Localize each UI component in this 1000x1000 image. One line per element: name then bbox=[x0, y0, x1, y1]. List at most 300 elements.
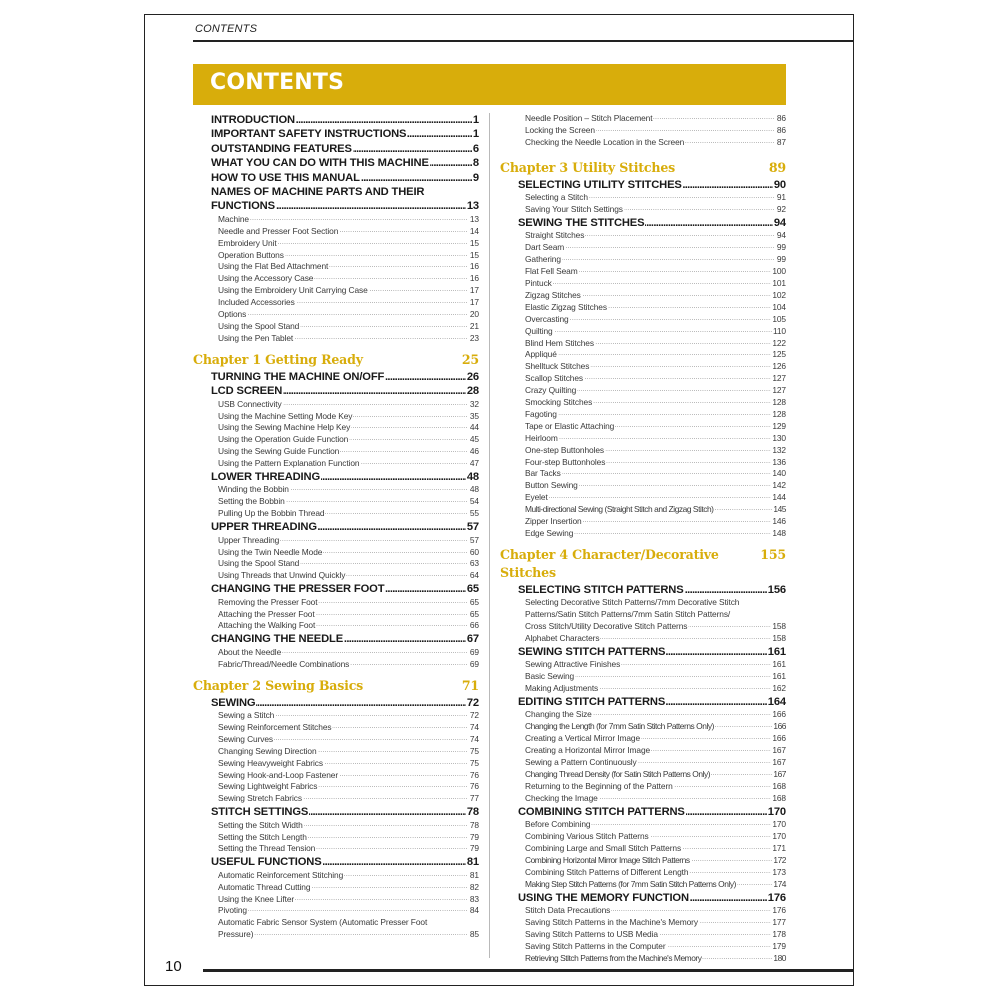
entry-title: Elastic Zigzag Stitches bbox=[525, 301, 607, 312]
entry-title: Saving Stitch Patterns in the Machine's Memory bbox=[525, 916, 698, 927]
entry-title: Scallop Stitches bbox=[525, 373, 583, 384]
entry-title: Saving Stitch Patterns to USB Media bbox=[525, 928, 658, 939]
entry-page: 8 bbox=[472, 157, 479, 170]
entry-page: 170 bbox=[772, 831, 786, 842]
toc-section-entry[interactable] bbox=[211, 805, 479, 819]
toc-subsection-entry[interactable] bbox=[525, 480, 786, 492]
toc-subsection-entry[interactable] bbox=[525, 709, 786, 721]
entry-title: NAMES OF MACHINE PARTS AND THEIR FUNCTIONS bbox=[211, 186, 425, 213]
entry-page: 101 bbox=[772, 277, 786, 288]
toc-subsection-entry[interactable] bbox=[525, 326, 786, 338]
entry-title: Using the Machine Setting Mode Key bbox=[218, 410, 353, 421]
toc-subsection-entry[interactable] bbox=[525, 597, 786, 633]
toc-section-entry[interactable] bbox=[211, 384, 479, 398]
toc-subsection-entry[interactable] bbox=[525, 721, 786, 733]
entry-page: 176 bbox=[772, 904, 786, 915]
toc-subsection-entry[interactable] bbox=[218, 746, 479, 758]
toc-subsection-entry[interactable] bbox=[218, 647, 479, 659]
chapter-title: Chapter 3 Utility Stitches bbox=[500, 159, 676, 175]
chapter-page: 25 bbox=[461, 351, 479, 367]
toc-section-entry[interactable] bbox=[518, 645, 786, 659]
entry-title: Winding the Bobbin bbox=[218, 484, 289, 495]
toc-subsection-entry[interactable] bbox=[218, 570, 479, 582]
entry-title: Gathering bbox=[525, 254, 561, 265]
toc-section-entry[interactable] bbox=[518, 695, 786, 709]
toc-subsection-entry[interactable] bbox=[218, 309, 479, 321]
entry-page: 172 bbox=[773, 854, 786, 865]
toc-subsection-entry[interactable] bbox=[525, 843, 786, 855]
toc-subsection-entry[interactable] bbox=[218, 894, 479, 906]
toc-subsection-entry[interactable] bbox=[218, 484, 479, 496]
entry-title: SEWING STITCH PATTERNS bbox=[518, 645, 666, 658]
chapter-page: 155 bbox=[760, 546, 786, 562]
entry-title: Sewing Attractive Finishes bbox=[525, 659, 621, 670]
entry-title: Selecting a Stitch bbox=[525, 192, 588, 203]
entry-title: Basic Sewing bbox=[525, 671, 575, 682]
entry-page: 46 bbox=[469, 446, 479, 457]
entry-page: 126 bbox=[772, 361, 786, 372]
entry-title: Options bbox=[218, 309, 247, 320]
toc-subsection-entry[interactable] bbox=[218, 226, 479, 238]
entry-page: 57 bbox=[469, 534, 479, 545]
entry-page: 170 bbox=[767, 805, 786, 818]
entry-page: 63 bbox=[469, 558, 479, 569]
entry-title: Zipper Insertion bbox=[525, 516, 582, 527]
toc-subsection-entry[interactable] bbox=[218, 770, 479, 782]
entry-title: LCD SCREEN bbox=[211, 385, 283, 398]
entry-title: Pintuck bbox=[525, 277, 552, 288]
entry-title: TURNING THE MACHINE ON/OFF bbox=[211, 370, 385, 383]
entry-page: 127 bbox=[772, 385, 786, 396]
entry-title: Changing Sewing Direction bbox=[218, 745, 317, 756]
toc-subsection-entry[interactable] bbox=[525, 349, 786, 361]
entry-title: Sewing a Pattern Continuously bbox=[525, 757, 637, 768]
toc-subsection-entry[interactable] bbox=[525, 468, 786, 480]
toc-subsection-entry[interactable] bbox=[218, 261, 479, 273]
entry-title: Bar Tacks bbox=[525, 468, 561, 479]
entry-page: 168 bbox=[772, 792, 786, 803]
chapter-page: 71 bbox=[461, 677, 479, 693]
entry-page: 86 bbox=[776, 113, 786, 123]
toc-chapter-heading[interactable] bbox=[193, 677, 479, 695]
toc-subsection-entry[interactable] bbox=[525, 819, 786, 831]
toc-subsection-entry[interactable] bbox=[218, 843, 479, 855]
entry-page: 167 bbox=[773, 769, 786, 779]
entry-page: 177 bbox=[772, 916, 786, 927]
entry-page: 21 bbox=[469, 321, 479, 331]
toc-subsection-entry[interactable] bbox=[525, 941, 786, 953]
entry-title: Automatic Fabric Sensor System (Automatic Presser Foot Pressure) bbox=[218, 917, 428, 940]
entry-page: 125 bbox=[772, 349, 786, 360]
entry-page: 35 bbox=[469, 410, 479, 421]
entry-page: 99 bbox=[776, 254, 786, 265]
toc-subsection-entry[interactable] bbox=[218, 547, 479, 559]
toc-subsection-entry[interactable] bbox=[218, 620, 479, 632]
toc-chapter-heading[interactable] bbox=[193, 351, 479, 369]
entry-title: One-step Buttonholes bbox=[525, 444, 605, 455]
entry-title: Smocking Stitches bbox=[525, 397, 593, 408]
toc-subsection-entry[interactable] bbox=[525, 204, 786, 216]
toc-column-left bbox=[193, 113, 479, 941]
toc-subsection-entry[interactable] bbox=[218, 758, 479, 770]
entry-title: Using the Flat Bed Attachment bbox=[218, 261, 329, 272]
toc-subsection-entry[interactable] bbox=[218, 446, 479, 458]
toc-subsection-entry[interactable] bbox=[218, 820, 479, 832]
toc-subsection-entry[interactable] bbox=[525, 757, 786, 769]
entry-page: 166 bbox=[772, 733, 786, 744]
toc-subsection-entry[interactable] bbox=[525, 278, 786, 290]
entry-page: 57 bbox=[466, 521, 479, 534]
entry-page: 13 bbox=[466, 200, 479, 213]
toc-subsection-entry[interactable] bbox=[525, 516, 786, 528]
toc-section-entry[interactable] bbox=[211, 171, 479, 185]
entry-page: 170 bbox=[772, 819, 786, 830]
entry-page: 146 bbox=[772, 516, 786, 527]
entry-page: 17 bbox=[469, 285, 479, 296]
entry-page: 94 bbox=[776, 230, 786, 241]
entry-page: 78 bbox=[469, 819, 479, 830]
toc-subsection-entry[interactable] bbox=[525, 290, 786, 302]
entry-page: 129 bbox=[772, 420, 786, 431]
toc-subsection-entry[interactable] bbox=[218, 434, 479, 446]
entry-page: 162 bbox=[772, 683, 786, 694]
entry-title: Using the Operation Guide Function bbox=[218, 434, 349, 445]
entry-title: Sewing Hook-and-Loop Fastener bbox=[218, 769, 339, 780]
toc-subsection-entry[interactable] bbox=[525, 492, 786, 504]
entry-title: Changing Thread Density (for Satin Stitch Patterns Only) bbox=[525, 769, 711, 779]
entry-title: Attaching the Presser Foot bbox=[218, 608, 315, 619]
entry-title: Using the Pattern Explanation Function bbox=[218, 458, 360, 469]
column-divider bbox=[489, 113, 490, 958]
entry-page: 26 bbox=[466, 370, 479, 383]
entry-page: 15 bbox=[469, 237, 479, 248]
toc-subsection-entry[interactable] bbox=[525, 230, 786, 242]
entry-page: 6 bbox=[472, 142, 479, 155]
entry-page: 128 bbox=[772, 408, 786, 419]
toc-subsection-entry[interactable] bbox=[218, 214, 479, 226]
toc-section-entry[interactable] bbox=[211, 470, 479, 484]
entry-title: CHANGING THE NEEDLE bbox=[211, 633, 344, 646]
entry-title: Sewing a Stitch bbox=[218, 709, 275, 720]
entry-title: STITCH SETTINGS bbox=[211, 806, 309, 819]
entry-title: Attaching the Walking Foot bbox=[218, 620, 316, 631]
toc-subsection-entry[interactable] bbox=[218, 659, 479, 671]
entry-page: 79 bbox=[469, 831, 479, 842]
entry-title: Automatic Reinforcement Stitching bbox=[218, 869, 344, 880]
entry-page: 81 bbox=[469, 869, 479, 880]
entry-title: EDITING STITCH PATTERNS bbox=[518, 696, 666, 709]
contents-banner bbox=[193, 64, 786, 105]
entry-page: 136 bbox=[772, 456, 786, 467]
toc-subsection-entry[interactable] bbox=[218, 285, 479, 297]
entry-title: Changing the Size bbox=[525, 709, 592, 720]
entry-title: Using the Sewing Guide Function bbox=[218, 446, 340, 457]
entry-page: 75 bbox=[469, 745, 479, 756]
toc-subsection-entry[interactable] bbox=[525, 242, 786, 254]
entry-title: Straight Stitches bbox=[525, 230, 585, 241]
entry-page: 67 bbox=[466, 633, 479, 646]
toc-subsection-entry[interactable] bbox=[525, 397, 786, 409]
entry-title: Shelltuck Stitches bbox=[525, 361, 590, 372]
toc-subsection-entry[interactable] bbox=[525, 314, 786, 326]
toc-subsection-entry[interactable] bbox=[218, 832, 479, 844]
chapter-title: Chapter 2 Sewing Basics bbox=[193, 677, 364, 693]
toc-chapter-heading[interactable] bbox=[500, 159, 786, 177]
toc-subsection-entry[interactable] bbox=[525, 192, 786, 204]
toc-subsection-entry[interactable] bbox=[525, 254, 786, 266]
entry-page: 122 bbox=[772, 337, 786, 348]
toc-subsection-entry[interactable] bbox=[218, 710, 479, 722]
toc-subsection-entry[interactable] bbox=[218, 333, 479, 345]
entry-title: Using Threads that Unwind Quickly bbox=[218, 570, 346, 581]
toc-subsection-entry[interactable] bbox=[218, 321, 479, 333]
toc-subsection-entry[interactable] bbox=[218, 496, 479, 508]
entry-title: Using the Spool Stand bbox=[218, 321, 300, 331]
entry-page: 16 bbox=[469, 261, 479, 272]
entry-page: 167 bbox=[772, 745, 786, 756]
entry-page: 105 bbox=[772, 313, 786, 324]
toc-subsection-entry[interactable] bbox=[525, 409, 786, 421]
toc-subsection-entry[interactable] bbox=[218, 917, 479, 941]
toc-section-entry[interactable] bbox=[211, 156, 479, 170]
entry-title: IMPORTANT SAFETY INSTRUCTIONS bbox=[211, 128, 407, 141]
entry-page: 130 bbox=[772, 432, 786, 443]
toc-subsection-entry[interactable] bbox=[525, 793, 786, 805]
entry-page: 14 bbox=[469, 225, 479, 236]
toc-subsection-entry[interactable] bbox=[525, 929, 786, 941]
toc-subsection-entry[interactable] bbox=[525, 683, 786, 695]
entry-page: 65 bbox=[469, 596, 479, 607]
entry-title: Combining Large and Small Stitch Patterns bbox=[525, 842, 682, 853]
toc-section-entry[interactable] bbox=[518, 178, 786, 192]
entry-title: Zigzag Stitches bbox=[525, 289, 581, 300]
entry-page: 94 bbox=[773, 216, 786, 229]
toc-section-entry[interactable] bbox=[211, 632, 479, 646]
entry-title: USING THE MEMORY FUNCTION bbox=[518, 891, 689, 904]
toc-subsection-entry[interactable] bbox=[525, 781, 786, 793]
entry-title: Using the Sewing Machine Help Key bbox=[218, 422, 351, 433]
entry-page: 171 bbox=[772, 842, 786, 853]
toc-section-entry[interactable] bbox=[211, 370, 479, 384]
entry-page: 1 bbox=[472, 128, 479, 141]
toc-subsection-entry[interactable] bbox=[218, 609, 479, 621]
entry-title: Eyelet bbox=[525, 492, 548, 503]
entry-title: Sewing Lightweight Fabrics bbox=[218, 781, 318, 792]
entry-title: Using the Twin Needle Mode bbox=[218, 546, 323, 557]
entry-title: Crazy Quilting bbox=[525, 385, 577, 396]
toc-section-entry[interactable] bbox=[211, 185, 479, 214]
entry-title: Using the Pen Tablet bbox=[218, 332, 294, 343]
entry-page: 156 bbox=[767, 583, 786, 596]
entry-page: 104 bbox=[772, 301, 786, 312]
toc-subsection-entry[interactable] bbox=[525, 125, 786, 137]
toc-section-entry[interactable] bbox=[211, 127, 479, 141]
entry-title: Using the Knee Lifter bbox=[218, 893, 295, 904]
entry-title: Setting the Bobbin bbox=[218, 496, 285, 507]
toc-subsection-entry[interactable] bbox=[525, 659, 786, 671]
entry-page: 142 bbox=[772, 480, 786, 491]
entry-title: Overcasting bbox=[525, 313, 569, 324]
toc-subsection-entry[interactable] bbox=[525, 953, 786, 965]
toc-subsection-entry[interactable] bbox=[525, 831, 786, 843]
entry-page: 91 bbox=[776, 192, 786, 203]
entry-page: 28 bbox=[466, 385, 479, 398]
toc-section-entry[interactable] bbox=[211, 855, 479, 869]
toc-subsection-entry[interactable] bbox=[218, 793, 479, 805]
chapter-page: 89 bbox=[768, 159, 786, 175]
entry-page: 174 bbox=[773, 878, 786, 889]
toc-subsection-entry[interactable] bbox=[218, 781, 479, 793]
toc-section-entry[interactable] bbox=[518, 805, 786, 819]
entry-page: 148 bbox=[772, 528, 786, 538]
entry-title: Flat Fell Seam bbox=[525, 266, 578, 277]
footer-rule bbox=[203, 969, 853, 972]
entry-page: 161 bbox=[772, 659, 786, 670]
toc-subsection-entry[interactable] bbox=[218, 870, 479, 882]
page-number: 10 bbox=[165, 958, 182, 975]
toc-section-entry[interactable] bbox=[518, 583, 786, 597]
toc-subsection-entry[interactable] bbox=[525, 867, 786, 879]
toc-subsection-entry[interactable] bbox=[218, 535, 479, 547]
toc-subsection-entry[interactable] bbox=[525, 137, 786, 149]
entry-title: Machine bbox=[218, 213, 249, 224]
toc-subsection-entry[interactable] bbox=[218, 250, 479, 262]
entry-title: Setting the Thread Tension bbox=[218, 843, 316, 854]
toc-subsection-entry[interactable] bbox=[218, 273, 479, 285]
entry-page: 102 bbox=[772, 289, 786, 300]
entry-page: 23 bbox=[469, 332, 479, 343]
entry-title: Making Adjustments bbox=[525, 683, 599, 694]
toc-subsection-entry[interactable] bbox=[218, 411, 479, 423]
toc-subsection-entry[interactable] bbox=[525, 266, 786, 278]
toc-section-entry[interactable] bbox=[211, 520, 479, 534]
entry-page: 127 bbox=[772, 373, 786, 384]
entry-title: LOWER THREADING bbox=[211, 471, 320, 484]
toc-subsection-entry[interactable] bbox=[218, 422, 479, 434]
toc-chapter-heading[interactable] bbox=[500, 546, 786, 582]
entry-page: 176 bbox=[767, 891, 786, 904]
toc-section-entry[interactable] bbox=[518, 891, 786, 905]
toc-subsection-entry[interactable] bbox=[525, 373, 786, 385]
entry-title: Upper Threading bbox=[218, 534, 280, 545]
entry-title: COMBINING STITCH PATTERNS bbox=[518, 805, 685, 818]
toc-subsection-entry[interactable] bbox=[218, 734, 479, 746]
entry-page: 84 bbox=[469, 905, 479, 916]
toc-subsection-entry[interactable] bbox=[525, 457, 786, 469]
toc-subsection-entry[interactable] bbox=[218, 508, 479, 520]
toc-subsection-entry[interactable] bbox=[525, 361, 786, 373]
toc-subsection-entry[interactable] bbox=[218, 882, 479, 894]
chapter-title: Chapter 1 Getting Ready bbox=[193, 351, 363, 367]
toc-section-entry[interactable] bbox=[211, 113, 479, 127]
entry-page: 9 bbox=[472, 171, 479, 184]
toc-subsection-entry[interactable] bbox=[525, 113, 786, 125]
entry-page: 65 bbox=[466, 583, 479, 596]
toc-subsection-entry[interactable] bbox=[218, 558, 479, 570]
toc-subsection-entry[interactable] bbox=[525, 338, 786, 350]
entry-title: Using the Accessory Case bbox=[218, 273, 314, 284]
entry-title: WHAT YOU CAN DO WITH THIS MACHINE bbox=[211, 157, 429, 170]
entry-page: 110 bbox=[772, 325, 786, 336]
entry-title: Checking the Needle Location in the Screen bbox=[525, 136, 685, 147]
entry-page: 167 bbox=[772, 757, 786, 768]
entry-title: Locking the Screen bbox=[525, 124, 595, 135]
toc-subsection-entry[interactable] bbox=[525, 855, 786, 867]
toc-subsection-entry[interactable] bbox=[218, 597, 479, 609]
toc-subsection-entry[interactable] bbox=[525, 671, 786, 683]
entry-title: Saving Your Stitch Settings bbox=[525, 204, 623, 215]
entry-page: 60 bbox=[469, 546, 479, 557]
toc-subsection-entry[interactable] bbox=[525, 504, 786, 516]
toc-subsection-entry[interactable] bbox=[525, 302, 786, 314]
toc-subsection-entry[interactable] bbox=[218, 905, 479, 917]
entry-page: 55 bbox=[469, 508, 479, 519]
toc-subsection-entry[interactable] bbox=[525, 421, 786, 433]
entry-title: Tape or Elastic Attaching bbox=[525, 420, 615, 431]
toc-subsection-entry[interactable] bbox=[525, 745, 786, 757]
toc-subsection-entry[interactable] bbox=[525, 385, 786, 397]
entry-title: Multi-directional Sewing (Straight Stitch and Zigzag Stitch) bbox=[525, 504, 714, 515]
entry-page: 47 bbox=[469, 458, 479, 469]
toc-section-entry[interactable] bbox=[211, 696, 479, 710]
header-rule bbox=[193, 40, 853, 42]
entry-title: Needle Position – Stitch Placement bbox=[525, 113, 653, 123]
entry-title: Creating a Horizontal Mirror Image bbox=[525, 745, 651, 756]
entry-title: Sewing Curves bbox=[218, 733, 274, 744]
entry-page: 81 bbox=[466, 856, 479, 869]
toc-subsection-entry[interactable] bbox=[525, 769, 786, 781]
entry-page: 173 bbox=[772, 866, 786, 877]
toc-subsection-entry[interactable] bbox=[525, 445, 786, 457]
toc-subsection-entry[interactable] bbox=[218, 297, 479, 309]
entry-page: 69 bbox=[469, 658, 479, 669]
toc-subsection-entry[interactable] bbox=[525, 633, 786, 645]
entry-page: 86 bbox=[776, 124, 786, 135]
entry-page: 85 bbox=[469, 929, 479, 940]
entry-page: 54 bbox=[469, 496, 479, 507]
toc-subsection-entry[interactable] bbox=[525, 917, 786, 929]
entry-page: 78 bbox=[466, 806, 479, 819]
toc-section-entry[interactable] bbox=[518, 216, 786, 230]
entry-page: 66 bbox=[469, 620, 479, 631]
entry-title: Needle and Presser Foot Section bbox=[218, 225, 339, 236]
entry-page: 20 bbox=[469, 309, 479, 320]
entry-title: Using the Spool Stand bbox=[218, 558, 300, 569]
entry-page: 17 bbox=[469, 297, 479, 308]
entry-page: 76 bbox=[469, 769, 479, 780]
toc-subsection-entry[interactable] bbox=[525, 733, 786, 745]
entry-title: Fagoting bbox=[525, 408, 557, 419]
toc-subsection-entry[interactable] bbox=[218, 399, 479, 411]
toc-subsection-entry[interactable] bbox=[218, 238, 479, 250]
toc-subsection-entry[interactable] bbox=[525, 528, 786, 540]
toc-subsection-entry[interactable] bbox=[525, 905, 786, 917]
toc-section-entry[interactable] bbox=[211, 582, 479, 596]
toc-subsection-entry[interactable] bbox=[525, 879, 786, 891]
entry-page: 69 bbox=[469, 646, 479, 657]
entry-title: SEWING THE STITCHES bbox=[518, 216, 645, 229]
entry-title: Four-step Buttonholes bbox=[525, 456, 606, 467]
toc-subsection-entry[interactable] bbox=[218, 722, 479, 734]
toc-subsection-entry[interactable] bbox=[218, 458, 479, 470]
entry-title: Sewing Stretch Fabrics bbox=[218, 793, 302, 804]
entry-page: 87 bbox=[776, 136, 786, 147]
toc-subsection-entry[interactable] bbox=[525, 433, 786, 445]
entry-page: 72 bbox=[466, 696, 479, 709]
entry-page: 64 bbox=[469, 570, 479, 581]
entry-title: Returning to the Beginning of the Pattern bbox=[525, 780, 673, 791]
toc-section-entry[interactable] bbox=[211, 142, 479, 156]
